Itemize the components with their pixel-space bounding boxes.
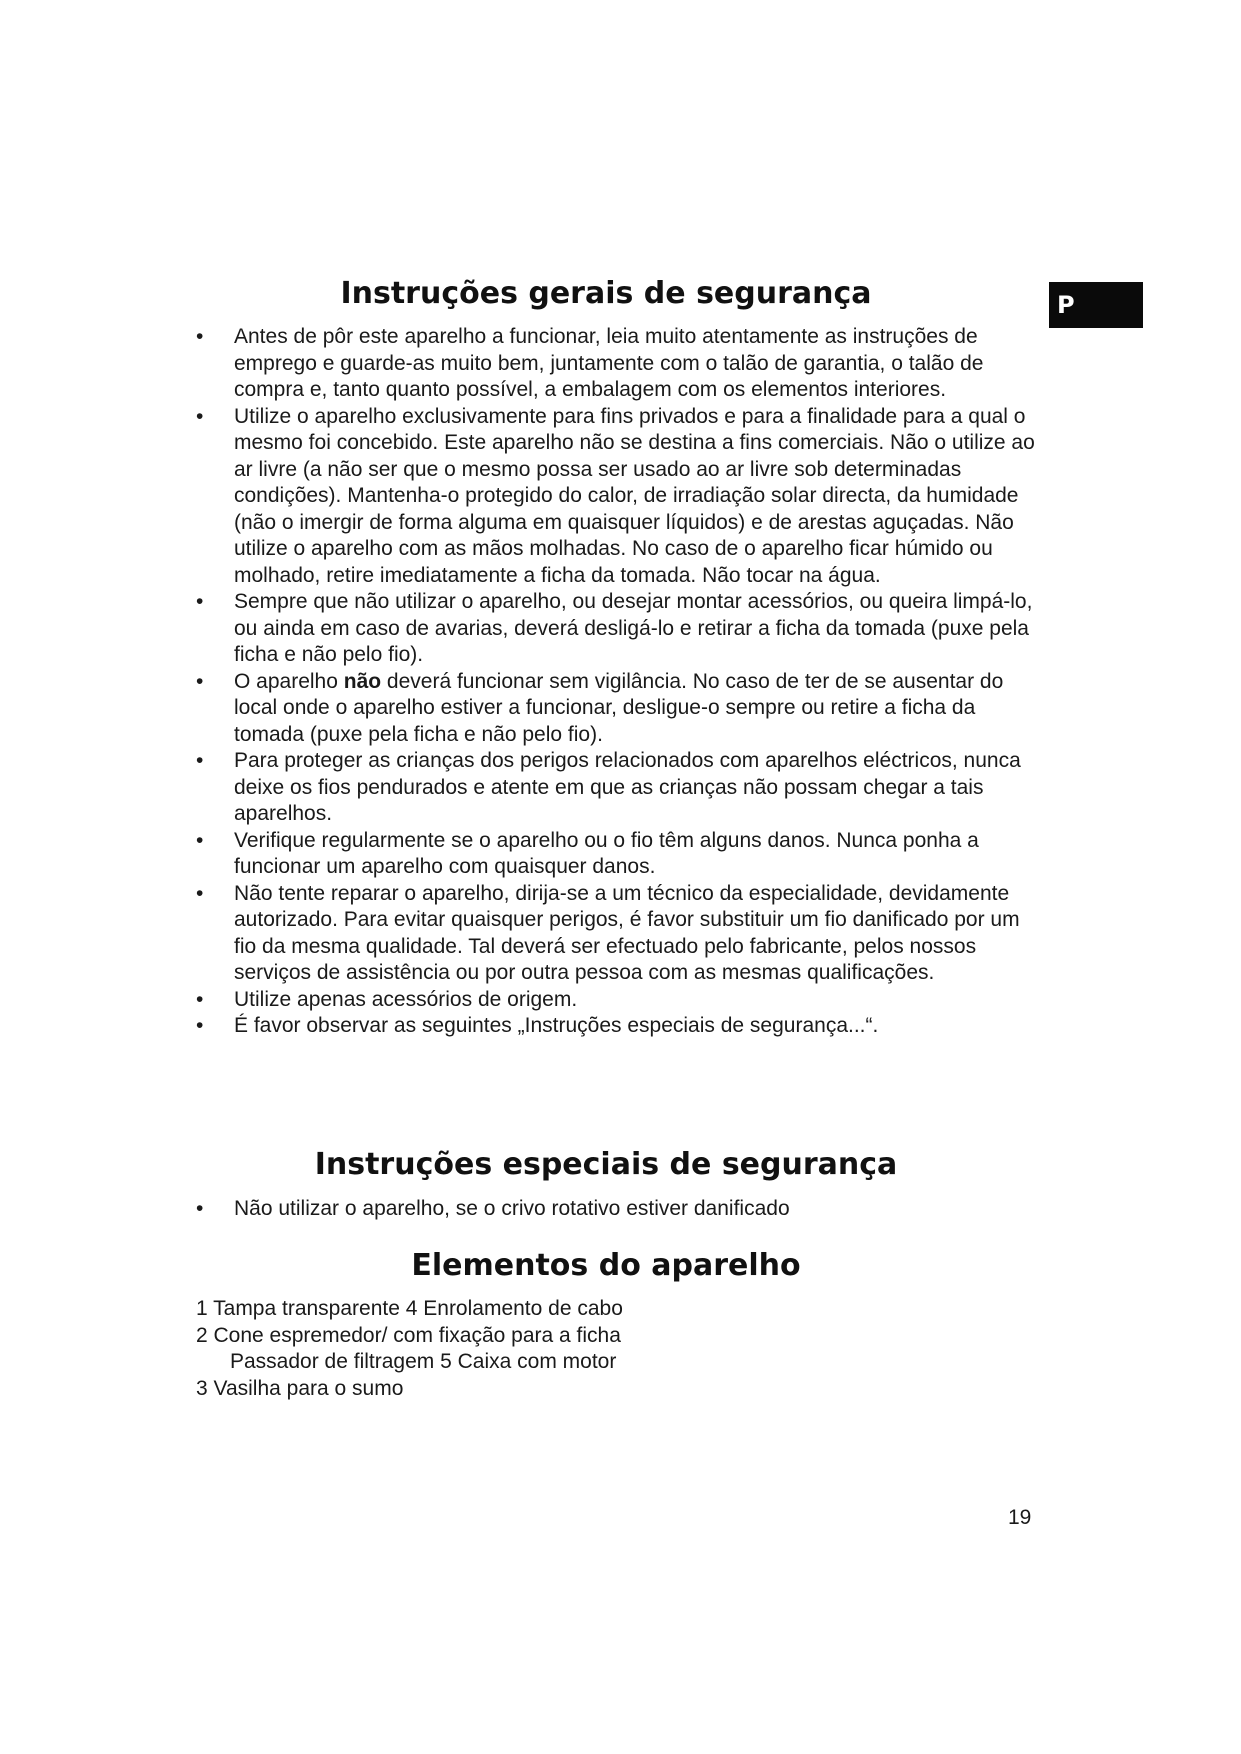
general-safety-heading: Instruções gerais de segurança: [340, 276, 872, 311]
list-item: • Utilize o aparelho exclusivamente para fins privados e para a finalidade para a qual o mesmo foi concebido. Este aparelho não se destina a fins comerciais. Não o utilize ao ar livre (a não ser que o mesmo possa ser usado ao ar livre sob determinadas condições). Mantenha-o protegido do calor, de irradiação solar directa, da humidade (não o imergir de forma alguma em quaisquer líquidos) e de arestas aguçadas. Não utilize o aparelho com as mãos molhadas. No caso de o aparelho ficar húmido ou molhado, retire imediatamente a ficha da tomada. Não tocar na água.: [196, 404, 1046, 590]
emphasis-text: não: [343, 669, 382, 693]
list-item: • Não utilizar o aparelho, se o crivo rotativo estiver danificado: [196, 1196, 1046, 1223]
list-item: • Antes de pôr este aparelho a funcionar, leia muito atentamente as instruções de emprego e guarde-as muito bem, juntamente com o talão de garantia, o talão de compra e, tanto quanto possível, a embalagem com os elementos interiores.: [196, 324, 1046, 404]
parts-line: 3 Vasilha para o sumo: [196, 1376, 404, 1400]
general-safety-list: [196, 324, 1046, 1040]
list-item: • Sempre que não utilizar o aparelho, ou desejar montar acessórios, ou queira limpá-lo, ou ainda em caso de avarias, deverá desligá-lo e retirar a ficha da tomada (puxe pela ficha e não pelo fio).: [196, 589, 1046, 669]
list-item: • Não tente reparar o aparelho, dirija-se a um técnico da especialidade, devidamente autorizado. Para evitar quaisquer perigos, é favor substituir um fio danificado por um fio da mesma qualidade. Tal deverá ser efectuado pelo fabricante, pelos nossos serviços de assistência ou por outra pessoa com as mesmas qualificações.: [196, 881, 1046, 987]
parts-line: Passador de filtragem 5 Caixa com motor: [230, 1350, 617, 1373]
item-text: deverá funcionar sem vigilância. No caso de ter de se ausentar do local onde o aparelho estiver a funcionar, desligue-o sempre ou retire a ficha da tomada (puxe pela ficha e não pelo fio).: [234, 669, 1004, 746]
parts-line: 1 Tampa transparente 4 Enrolamento de cabo: [196, 1297, 623, 1320]
special-safety-list: [196, 1196, 1046, 1223]
list-item: • Utilize apenas acessórios de origem.: [196, 987, 1046, 1014]
special-safety-heading: Instruções especiais de segurança: [314, 1147, 898, 1182]
page-number: 19: [1008, 1506, 1032, 1529]
parts-line: 2 Cone espremedor/ com fixação para a ficha: [196, 1323, 621, 1347]
list-item: • Verifique regularmente se o aparelho ou o fio têm alguns danos. Nunca ponha a funcionar um aparelho com quaisquer danos.: [196, 828, 1046, 881]
language-tab: P: [1049, 282, 1143, 328]
item-text: O aparelho: [234, 669, 344, 693]
list-item: • É favor observar as seguintes „Instruções especiais de segurança...“.: [196, 1013, 1046, 1040]
parts-heading: Elementos do aparelho: [411, 1248, 801, 1283]
parts-list: [196, 1296, 623, 1402]
list-item: [196, 669, 1046, 749]
list-item: • Para proteger as crianças dos perigos relacionados com aparelhos eléctricos, nunca deixe os fios pendurados e atente em que as crianças não possam chegar a tais aparelhos.: [196, 748, 1046, 828]
